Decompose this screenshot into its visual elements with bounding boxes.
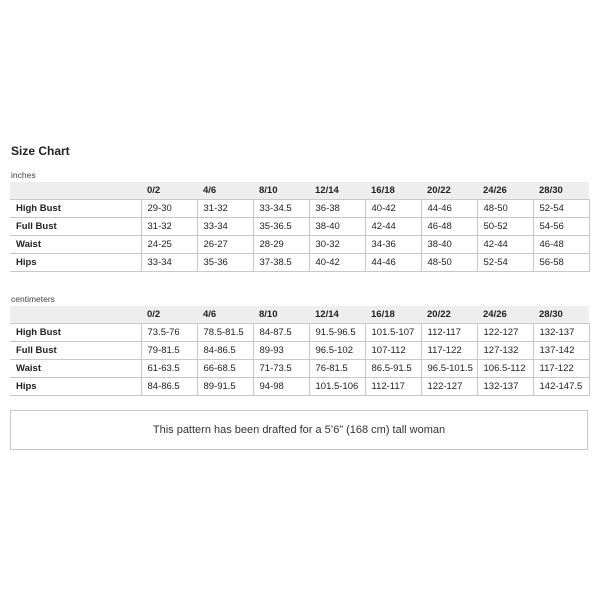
- measurement-value: 40-42: [365, 200, 421, 218]
- size-header-cell: 28/30: [533, 182, 589, 200]
- measurement-value: 46-48: [533, 236, 589, 254]
- size-header-cell: 12/14: [309, 306, 365, 324]
- measurement-value: 84-86.5: [197, 342, 253, 360]
- measurement-value: 96.5-102: [309, 342, 365, 360]
- measurement-label: Waist: [10, 360, 141, 378]
- centimeters-size-table: [10, 306, 590, 396]
- measurement-value: 79-81.5: [141, 342, 197, 360]
- measurement-value: 42-44: [477, 236, 533, 254]
- measurement-value: 132-137: [477, 378, 533, 396]
- size-header-cell: 0/2: [141, 182, 197, 200]
- measurement-value: 31-32: [197, 200, 253, 218]
- measurement-value: 42-44: [365, 218, 421, 236]
- measurement-value: 50-52: [477, 218, 533, 236]
- measurement-value: 107-112: [365, 342, 421, 360]
- measurement-value: 44-46: [421, 200, 477, 218]
- size-header-cell: 24/26: [477, 306, 533, 324]
- measurement-value: 112-117: [365, 378, 421, 396]
- measurement-value: 101.5-106: [309, 378, 365, 396]
- measurement-value: 122-127: [477, 324, 533, 342]
- size-header-cell: 20/22: [421, 182, 477, 200]
- measurement-value: 91.5-96.5: [309, 324, 365, 342]
- size-header-cell: 12/14: [309, 182, 365, 200]
- measurement-value: 30-32: [309, 236, 365, 254]
- measurement-value: 127-132: [477, 342, 533, 360]
- measurement-value: 66-68.5: [197, 360, 253, 378]
- measurement-value: 96.5-101.5: [421, 360, 477, 378]
- measurement-value: 33-34.5: [253, 200, 309, 218]
- measurement-label: High Bust: [10, 324, 141, 342]
- measurement-value: 56-58: [533, 254, 589, 272]
- measurement-value: 34-36: [365, 236, 421, 254]
- measurement-value: 84-87.5: [253, 324, 309, 342]
- measurement-value: 112-117: [421, 324, 477, 342]
- measurement-value: 35-36: [197, 254, 253, 272]
- measurement-value: 28-29: [253, 236, 309, 254]
- page-title: Size Chart: [11, 144, 70, 158]
- table-row: [10, 236, 589, 254]
- measurement-value: 78.5-81.5: [197, 324, 253, 342]
- measurement-value: 33-34: [141, 254, 197, 272]
- measurement-value: 46-48: [421, 218, 477, 236]
- measurement-value: 122-127: [421, 378, 477, 396]
- measurement-value: 132-137: [533, 324, 589, 342]
- measurement-value: 94-98: [253, 378, 309, 396]
- measurement-value: 61-63.5: [141, 360, 197, 378]
- measurement-value: 52-54: [477, 254, 533, 272]
- measurement-value: 54-56: [533, 218, 589, 236]
- table-row: [10, 342, 589, 360]
- measurement-value: 35-36.5: [253, 218, 309, 236]
- size-header-cell: 8/10: [253, 306, 309, 324]
- measurement-value: 84-86.5: [141, 378, 197, 396]
- size-header-cell: 16/18: [365, 306, 421, 324]
- measurement-value: 40-42: [309, 254, 365, 272]
- measurement-value: 71-73.5: [253, 360, 309, 378]
- size-header-cell: 4/6: [197, 306, 253, 324]
- table-row: [10, 360, 589, 378]
- measurement-label: Hips: [10, 254, 141, 272]
- measurement-value: 48-50: [477, 200, 533, 218]
- size-header-cell: 28/30: [533, 306, 589, 324]
- size-header-cell: 0/2: [141, 306, 197, 324]
- measurement-value: 31-32: [141, 218, 197, 236]
- measurement-value: 89-91.5: [197, 378, 253, 396]
- measurement-value: 37-38.5: [253, 254, 309, 272]
- table-header-row: [10, 306, 589, 324]
- size-header-cell: 4/6: [197, 182, 253, 200]
- measurement-value: 101.5-107: [365, 324, 421, 342]
- table-row: [10, 378, 589, 396]
- measurement-value: 76-81.5: [309, 360, 365, 378]
- measurement-label: Waist: [10, 236, 141, 254]
- measurement-label: Full Bust: [10, 218, 141, 236]
- measurement-value: 89-93: [253, 342, 309, 360]
- centimeters-unit-label: centimeters: [11, 294, 55, 304]
- size-header-cell: 8/10: [253, 182, 309, 200]
- height-note-box: [10, 410, 588, 450]
- table-row: [10, 200, 589, 218]
- measurement-value: 33-34: [197, 218, 253, 236]
- measurement-value: 117-122: [533, 360, 589, 378]
- measurement-value: 26-27: [197, 236, 253, 254]
- measurement-value: 73.5-76: [141, 324, 197, 342]
- table-row: [10, 324, 589, 342]
- measurement-value: 44-46: [365, 254, 421, 272]
- measurement-label: Hips: [10, 378, 141, 396]
- measurement-value: 38-40: [421, 236, 477, 254]
- measurement-value: 36-38: [309, 200, 365, 218]
- header-corner-cell: [10, 182, 141, 200]
- measurement-value: 117-122: [421, 342, 477, 360]
- measurement-value: 29-30: [141, 200, 197, 218]
- measurement-value: 106.5-112: [477, 360, 533, 378]
- height-note-text: This pattern has been drafted for a 5’6” (168 cm) tall woman: [152, 424, 446, 436]
- measurement-value: 137-142: [533, 342, 589, 360]
- measurement-value: 86.5-91.5: [365, 360, 421, 378]
- inches-size-table: [10, 182, 590, 272]
- table-row: [10, 218, 589, 236]
- size-header-cell: 24/26: [477, 182, 533, 200]
- size-header-cell: 16/18: [365, 182, 421, 200]
- measurement-label: High Bust: [10, 200, 141, 218]
- measurement-value: 52-54: [533, 200, 589, 218]
- header-corner-cell: [10, 306, 141, 324]
- measurement-value: 38-40: [309, 218, 365, 236]
- table-header-row: [10, 182, 589, 200]
- measurement-label: Full Bust: [10, 342, 141, 360]
- size-header-cell: 20/22: [421, 306, 477, 324]
- measurement-value: 142-147.5: [533, 378, 589, 396]
- measurement-value: 48-50: [421, 254, 477, 272]
- measurement-value: 24-25: [141, 236, 197, 254]
- inches-unit-label: inches: [11, 170, 36, 180]
- table-row: [10, 254, 589, 272]
